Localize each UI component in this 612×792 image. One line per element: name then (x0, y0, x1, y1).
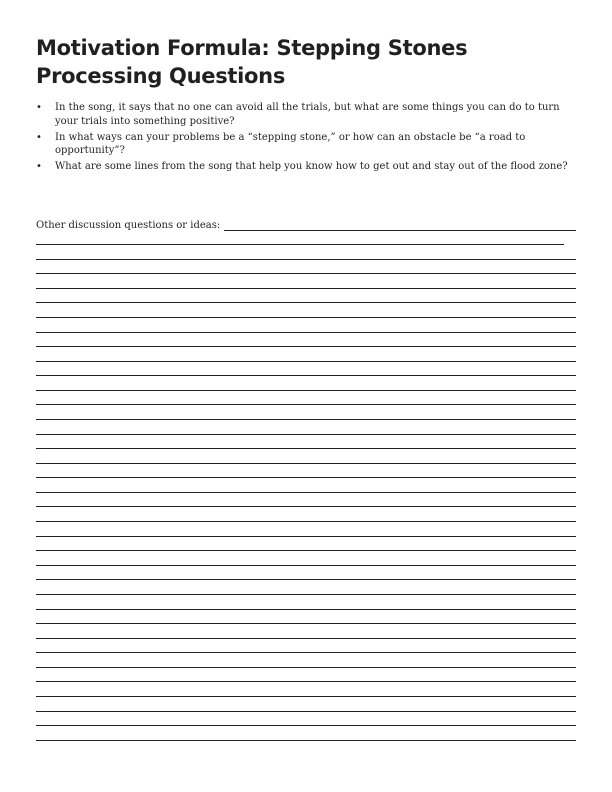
writing-line[interactable] (36, 550, 576, 551)
writing-line[interactable] (36, 375, 576, 376)
writing-line[interactable] (36, 579, 576, 580)
writing-line[interactable] (36, 361, 576, 362)
writing-line-first[interactable] (224, 218, 576, 231)
other-discussion-row (36, 218, 576, 232)
writing-line[interactable] (36, 448, 576, 449)
writing-line[interactable] (36, 711, 576, 712)
writing-line[interactable] (36, 492, 576, 493)
writing-line[interactable] (36, 725, 576, 726)
question-text: What are some lines from the song that help you know how to get out and stay out of the flood zone? (55, 161, 568, 172)
writing-line[interactable] (36, 244, 564, 245)
writing-line[interactable] (36, 565, 576, 566)
writing-line[interactable] (36, 463, 576, 464)
question-text: In the song, it says that no one can avoid all the trials, but what are some things you can do to turn your trials into something positive? (55, 102, 560, 127)
question-item (36, 131, 578, 158)
bullet-icon: • (36, 161, 42, 172)
page-title (36, 34, 596, 90)
writing-line[interactable] (36, 390, 576, 391)
bullet-icon: • (36, 102, 42, 113)
question-item (36, 160, 578, 174)
writing-line[interactable] (36, 521, 576, 522)
writing-line[interactable] (36, 332, 576, 333)
writing-line[interactable] (36, 696, 576, 697)
writing-line[interactable] (36, 434, 576, 435)
writing-line[interactable] (36, 506, 576, 507)
page-title-line-2: Processing Questions (36, 64, 286, 88)
writing-line[interactable] (36, 302, 576, 303)
writing-line[interactable] (36, 419, 576, 420)
writing-line[interactable] (36, 652, 576, 653)
other-discussion-label: Other discussion questions or ideas: (36, 220, 221, 231)
writing-line[interactable] (36, 346, 576, 347)
writing-line[interactable] (36, 667, 576, 668)
writing-line[interactable] (36, 536, 576, 537)
writing-line[interactable] (36, 259, 576, 260)
writing-line[interactable] (36, 623, 576, 624)
writing-line[interactable] (36, 288, 576, 289)
question-text: In what ways can your problems be a “stepping stone,” or how can an obstacle be “a road to opportunity”? (55, 131, 526, 156)
writing-line[interactable] (36, 740, 576, 741)
question-item (36, 101, 578, 128)
page-title-line-1: Motivation Formula: Stepping Stones (36, 36, 468, 60)
writing-line[interactable] (36, 638, 576, 639)
writing-line[interactable] (36, 273, 576, 274)
writing-line[interactable] (36, 317, 576, 318)
writing-line[interactable] (36, 594, 576, 595)
bullet-icon: • (36, 131, 42, 143)
writing-line[interactable] (36, 609, 576, 610)
writing-line[interactable] (36, 681, 576, 682)
writing-line[interactable] (36, 477, 576, 478)
processing-questions-list (36, 101, 578, 176)
writing-line[interactable] (36, 404, 576, 405)
